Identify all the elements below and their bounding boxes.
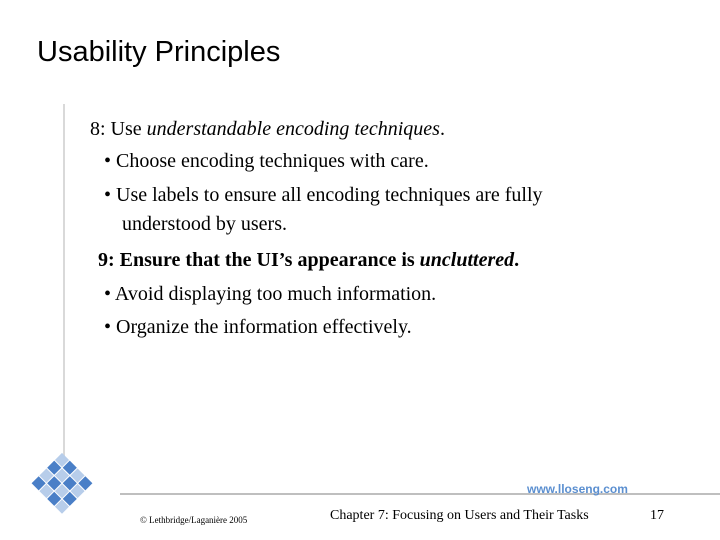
- principle-8-heading: 8: Use understandable encoding techniques.: [90, 118, 445, 140]
- bullet-icon: •: [104, 184, 112, 206]
- bullet-icon: •: [104, 316, 112, 338]
- bullet-icon: •: [104, 283, 112, 305]
- bullet-item: • Choose encoding techniques with care.: [104, 150, 429, 172]
- bullet-item: • Use labels to ensure all encoding techniques are fully: [104, 184, 543, 206]
- footer-chapter: Chapter 7: Focusing on Users and Their Tasks: [330, 508, 589, 523]
- bullet-continuation: understood by users.: [122, 213, 287, 235]
- vertical-divider: [63, 104, 65, 456]
- footer-copyright: © Lethbridge/Laganière 2005: [140, 515, 248, 525]
- bullet-icon: •: [104, 150, 112, 172]
- bullet-item: • Organize the information effectively.: [104, 316, 412, 338]
- page-number: 17: [650, 508, 664, 523]
- bullet-item: • Avoid displaying too much information.: [104, 283, 437, 305]
- footer-divider: [120, 493, 720, 495]
- principle-9-heading: 9: Ensure that the UI’s appearance is uncluttered.: [98, 249, 520, 271]
- slide-title: Usability Principles: [37, 36, 281, 68]
- website-link[interactable]: www.lloseng.com: [527, 482, 628, 496]
- mosaic-logo-icon: [0, 448, 130, 518]
